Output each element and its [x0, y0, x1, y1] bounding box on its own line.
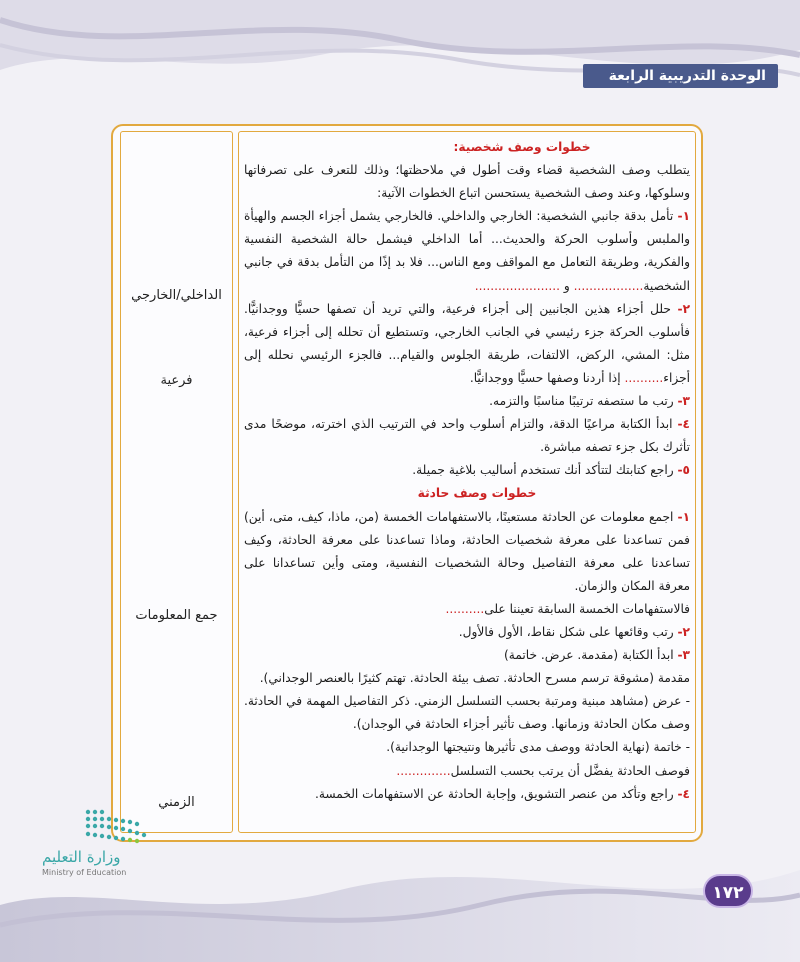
step-text: حلل أجزاء هذين الجانبين إلى أجزاء فرعية، والتي تريد أن تصفها حسيًّا ووجدانيًّا. فأسلوب الحركة جزء رئيسي في الجانب الخارجي، وتستطيع أن تحلله إلى أجزاء فرعية، مثل: المشي، الركض، الالتفات، طريقة الجلوس والقيام... فالجزء الرئيسي نحلله إلى أجزاء: [244, 301, 690, 385]
step-3: [244, 390, 690, 413]
step-text: رتب وقائعها على شكل نقاط، الأول فالأول.: [458, 624, 674, 639]
event-step-3: [244, 644, 690, 667]
step-number: ٢-: [677, 624, 690, 639]
unit-title-banner: الوحدة التدريبية الرابعة: [583, 64, 778, 88]
step-5: [244, 459, 690, 482]
step-text: ابدأ الكتابة (مقدمة. عرض. خاتمة): [504, 648, 674, 663]
heading-character-steps: خطوات وصف شخصية:: [453, 140, 591, 154]
event-step-2: [244, 621, 690, 644]
step-number: ٤-: [677, 786, 690, 801]
event-ending-desc: - خاتمة (نهاية الحادثة ووصف مدى تأثيرها ونتيجتها الوجدانية).: [386, 740, 690, 755]
step-number: ١-: [677, 509, 691, 524]
step-text: ابدأ الكتابة مراعيًا الدقة، والتزام أسلوب واحد في الترتيب الذي اخترته، موضحًا مدى تأثرك بكل جزء تصفه مباشرة.: [244, 417, 690, 455]
conjunction: و: [563, 278, 570, 293]
ministry-name-arabic: وزارة التعليم: [42, 848, 121, 866]
event-body-desc: - عرض (مشاهد مبنية ومرتبة بحسب التسلسل الزمني. ذكر التفاصيل المهمة في الحادثة. وصف مكان الحادثة وزمانها. وصف تأثير أجزاء الحادثة في الوجدان).: [244, 694, 690, 732]
side-label-inner-outer: الداخلي/الخارجي: [131, 288, 222, 303]
blank-dots: ......................: [474, 278, 560, 293]
event-intro-desc: مقدمة (مشوقة ترسم مسرح الحادثة. تصف بيئة الحادثة. تهتم كثيرًا بالعنصر الوجداني).: [259, 671, 690, 686]
step-number: ٤-: [677, 417, 690, 432]
step-number: ٣-: [677, 394, 690, 409]
step-text: فوصف الحادثة يفضَّل أن يرتب بحسب التسلسل: [450, 763, 690, 778]
step-text-tail: إذا أردنا وصفها حسيًّا ووجدانيًّا.: [469, 370, 621, 385]
side-label-info-gathering: جمع المعلومات: [135, 608, 218, 623]
page-number-badge: ١٧٢: [703, 874, 753, 908]
step-number: ٣-: [677, 648, 690, 663]
step-2: [244, 298, 690, 390]
ministry-logo: [42, 806, 152, 884]
blank-dots: ..................: [573, 278, 644, 293]
step-text: رتب ما ستصفه ترتيبًا مناسبًا والتزمه.: [489, 394, 674, 409]
step-text: راجع وتأكد من عنصر التشويق، وإجابة الحادثة عن الاستفهامات الخمسة.: [315, 786, 674, 801]
side-label-subparts: فرعية: [160, 373, 193, 388]
event-step-1: [244, 506, 690, 598]
side-label-chronological: الزمني: [158, 795, 195, 810]
step-text: اجمع معلومات عن الحادثة مستعينًا، بالاستفهامات الخمسة (من، ماذا، كيف، متى، أين) فمن تساعدنا على معرفة شخصيات الحادثة، وماذا تساعدنا على معرفة الحادثة، وكيف تساعدنا على معرفة التفاصيل وحالة الشخصيات النفسية، ومتى وأين تساعدانا على معرفة المكان والزمان.: [244, 509, 690, 593]
step-number: ٥-: [677, 463, 690, 478]
step-number: ٢-: [677, 301, 691, 316]
ministry-name-english: Ministry of Education: [42, 868, 127, 877]
blank-dots: ..............: [396, 763, 451, 778]
step-1: [244, 205, 690, 297]
intro-paragraph: يتطلب وصف الشخصية قضاء وقت أطول في ملاحظتها؛ وذلك للتعرف على تصرفاتها وسلوكها، وعند وصف الشخصية يستحسن اتباع الخطوات الآتية:: [244, 163, 690, 201]
side-labels-column: [120, 131, 233, 833]
step-text: تأمل بدقة جانبي الشخصية: الخارجي والداخلي. فالخارجي يشمل أجزاء الجسم والهيأة والملبس وأسلوب الحركة والحديث... أما الداخلي فيشمل حالة الشخصية النفسية والفكرية، وطريقة التعامل مع المواقف ومع الناس... فلا بد إذًا من التأمل بدقة في جانبي الشخصية: [244, 209, 690, 293]
blank-dots: ..........: [624, 370, 664, 385]
event-step-4: [244, 783, 690, 806]
heading-event-steps: خطوات وصف حادثة: [417, 486, 537, 501]
blank-dots: ..........: [445, 601, 485, 616]
event-order-blank: [244, 760, 690, 783]
step-number: ١-: [677, 209, 691, 224]
ministry-logo-icon: [42, 806, 152, 846]
step-text: راجع كتابتك لتتأكد أنك تستخدم أساليب بلاغية جميلة.: [412, 463, 674, 478]
step-4: [244, 413, 690, 459]
step-text: فالاستفهامات الخمسة السابقة تعيننا على: [484, 601, 690, 616]
steps-content: [244, 136, 690, 806]
event-step-1-blank: [244, 598, 690, 621]
